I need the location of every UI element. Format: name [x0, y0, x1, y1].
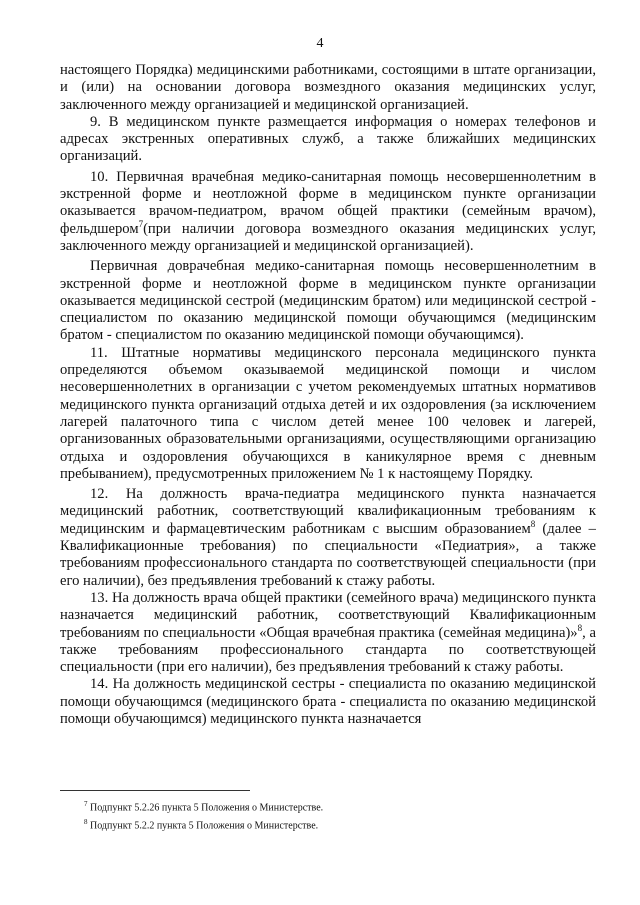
footnote-number: 8 [84, 818, 88, 827]
body-text [60, 62, 596, 728]
paragraph-12-text: 12. На должность врача-педиатра медицинского пункта назначается медицинский работник, соответствующий квалификационным требованиям к медицинским и фармацевтическим работникам с высшим образованием [60, 486, 596, 537]
footnote-ref-8: 8 [577, 622, 583, 633]
footnote-text: Подпункт 5.2.26 пункта 5 Положения о Министерстве. [90, 802, 324, 814]
footnote-number: 7 [84, 800, 88, 808]
paragraph-13 [60, 590, 596, 676]
paragraph-9: 9. В медицинском пункте размещается информация о номерах телефонов и адресах экстренных оперативных служб, а также ближайших медицинских организаций. [60, 113, 596, 165]
footnote-ref-8: 8 [530, 518, 536, 529]
page-number: 4 [316, 36, 324, 51]
paragraph-10-part-2: Первичная доврачебная медико-санитарная помощь несовершеннолетним в экстренной форме и неотложной форме в медицинском пункте организации оказывается медицинской сестрой (медицинским братом) или медицинской сестрой - специалистом по оказанию медицинской помощи обучающимся (медицинским братом - специалистом по оказанию медицинской помощи обучающимся). [60, 258, 596, 344]
paragraph-13-text: 13. На должность врача общей практики (семейного врача) медицинского пункта назначается медицинский работник, соответствующий Квалификационным требованиям по специальности «Общая врачебная практика (семейная медицина)» [60, 589, 596, 641]
footnote-8 [84, 815, 584, 833]
paragraph-12 [60, 486, 596, 590]
paragraph-13-text-cont: , а также требованиям профессионального стандарта по соответствующей специальности (при его наличии), без предъявления требований к стажу работы. [60, 624, 596, 676]
paragraph-12-text-cont: (далее – Квалификационные требования) по специальности «Педиатрия», а также требованиям профессионального стандарта по соответствующей специальности (при его наличии), без предъявления требований к стажу работы. [60, 520, 596, 589]
footnote-ref-7: 7 [138, 218, 144, 229]
footnotes [84, 797, 584, 834]
footnote-text: Подпункт 5.2.2 пункта 5 Положения о Министерстве. [90, 820, 319, 832]
paragraph-continuation: настоящего Порядка) медицинскими работниками, состоящими в штате организации, и (или) на основании договора возмездного оказания медицинских услуг, заключенного между организацией и медицинской организацией. [60, 62, 596, 113]
paragraph-10-text-cont: (при наличии договора возмездного оказания медицинских услуг, заключенного между организацией и медицинской организацией). [60, 220, 596, 254]
footnote-divider [60, 790, 250, 791]
paragraph-10-text: 10. Первичная врачебная медико-санитарная помощь несовершеннолетним в экстренной форме и неотложной форме в медицинском пункте организации оказывается врачом-педиатром, врачом общей практики (семейным врачом), фельдшером [60, 168, 596, 237]
paragraph-10 [60, 169, 596, 255]
paragraph-11: 11. Штатные нормативы медицинского персонала медицинского пункта определяются объемом оказываемой медицинской помощи и числом несовершеннолетних в организации с учетом рекомендуемых штатных нормативов медицинского пункта организаций отдыха детей и их оздоровления (за исключением лагерей палаточного типа с числом детей менее 100 человек и лагерей, организованных образовательными организациями, осуществляющими организацию отдыха и оздоровления обучающихся в каникулярное время с дневным пребыванием), предусмотренных приложением № 1 к настоящему Порядку. [60, 344, 596, 482]
footnote-7 [84, 797, 584, 815]
paragraph-14: 14. На должность медицинской сестры - специалиста по оказанию медицинской помощи обучающимся (медицинского брата - специалиста по оказанию медицинской помощи обучающимся) медицинского пункта назначается [60, 676, 596, 727]
